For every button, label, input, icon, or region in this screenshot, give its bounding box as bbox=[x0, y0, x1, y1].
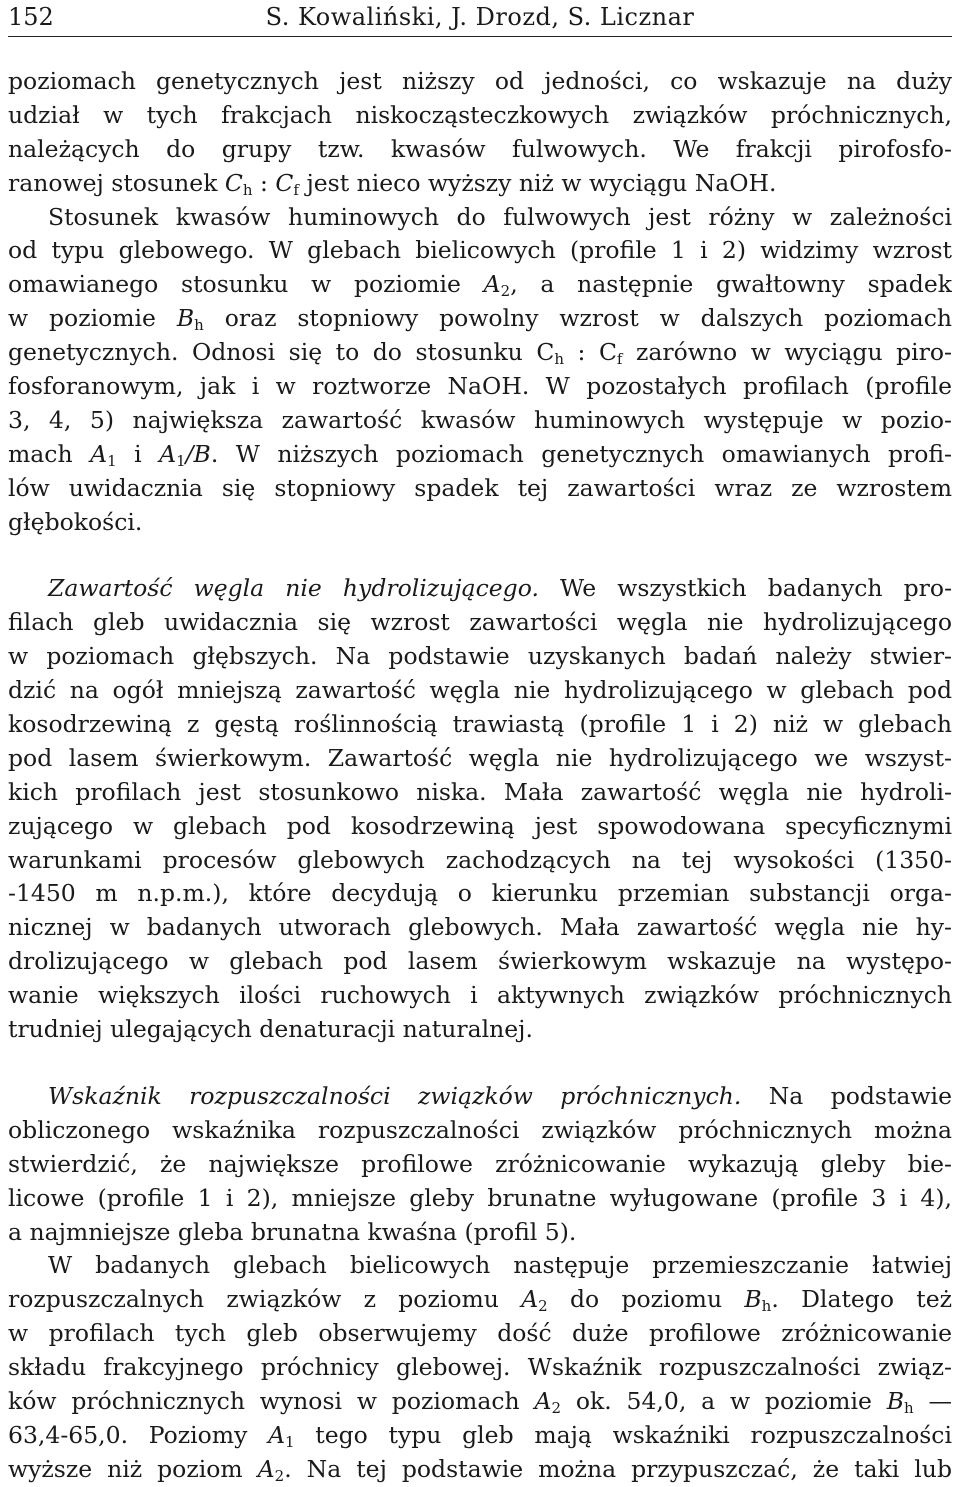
italic-text: A bbox=[483, 270, 501, 299]
text-segment: poziomach genetycznych jest niższy od jedności, co wskazuje na duży bbox=[8, 67, 952, 95]
text-segment: warunkami procesów glebowych zachodzących na tej wysokości (1350- bbox=[8, 845, 952, 874]
text-line bbox=[8, 1013, 952, 1047]
text-segment: w profilach tych gleb obserwujemy dość duże profilowe zróżnicowanie bbox=[8, 1319, 952, 1348]
text-segment: . Na tej podstawie można przypuszczać, że taki lub bbox=[284, 1454, 952, 1483]
paragraph-gap bbox=[8, 539, 952, 572]
text-line bbox=[8, 1114, 952, 1148]
italic-text: A bbox=[521, 1285, 539, 1314]
text-segment: We wszystkich badanych pro- bbox=[538, 574, 952, 603]
subscript: h bbox=[761, 1297, 772, 1316]
text-line bbox=[8, 572, 952, 606]
italic-text: / bbox=[185, 439, 194, 468]
text-segment: do poziomu bbox=[547, 1285, 745, 1314]
text-line bbox=[8, 438, 952, 472]
italic-text: A bbox=[534, 1386, 552, 1415]
text-line bbox=[8, 99, 952, 133]
text-segment: ok. 54,0, a w poziomie bbox=[561, 1386, 887, 1415]
subscript: h bbox=[903, 1398, 914, 1417]
text-line bbox=[8, 1419, 952, 1453]
text-line bbox=[8, 336, 952, 370]
subscript: f bbox=[293, 180, 299, 199]
text-line bbox=[8, 708, 952, 742]
italic-text: Zawartość węgla nie hydrolizującego. bbox=[48, 574, 539, 603]
text-line bbox=[8, 133, 952, 167]
text-segment: kosodrzewiną z gęstą roślinnością trawiastą (profile 1 i 2) niż w glebach bbox=[8, 710, 952, 739]
italic-text: A bbox=[90, 439, 108, 468]
text-segment: jest nieco wyższy niż w wyciągu NaOH. bbox=[298, 168, 777, 197]
text-segment: pod lasem świerkowym. Zawartość węgla nie hydrolizującego we wszyst- bbox=[8, 743, 952, 772]
paragraph bbox=[8, 1080, 952, 1249]
text-segment: fosforanowym, jak i w roztworze NaOH. W pozostałych profilach (profile bbox=[8, 372, 952, 401]
text-segment: wanie większych ilości ruchowych i aktywnych związków próchnicznych bbox=[8, 981, 952, 1010]
text-segment: 3, 4, 5) największa zawartość kwasów huminowych występuje w pozio- bbox=[8, 405, 952, 434]
text-line bbox=[8, 844, 952, 878]
text-segment: drolizującego w glebach pod lasem świerkowym wskazuje na występo- bbox=[8, 947, 952, 976]
text-line bbox=[8, 776, 952, 810]
text-line bbox=[8, 640, 952, 674]
subscript: h bbox=[242, 180, 253, 199]
page-number: 152 bbox=[8, 3, 54, 31]
italic-text: B bbox=[193, 439, 211, 468]
text-line bbox=[8, 877, 952, 911]
text-segment: dzić na ogół mniejszą zawartość węgla nie hydrolizującego w glebach pod bbox=[8, 676, 952, 705]
text-segment: obliczonego wskaźnika rozpuszczalności związków próchnicznych można bbox=[8, 1115, 952, 1144]
subscript: h bbox=[194, 316, 204, 335]
text-segment: 63,4-65,0. Poziomy bbox=[8, 1420, 269, 1449]
text-line bbox=[8, 370, 952, 404]
text-line bbox=[8, 945, 952, 979]
text-line bbox=[8, 1317, 952, 1351]
text-line bbox=[8, 674, 952, 708]
italic-text: A bbox=[159, 439, 177, 468]
text-segment: : bbox=[252, 168, 276, 197]
text-line bbox=[8, 1148, 952, 1182]
text-segment: lów uwidacznia się stopniowy spadek tej zawartości wraz ze wzrostem bbox=[8, 473, 952, 502]
header-rule bbox=[8, 36, 952, 37]
text-line bbox=[8, 167, 952, 201]
text-line bbox=[8, 979, 952, 1013]
text-segment: , a następnie gwałtowny spadek bbox=[510, 270, 952, 299]
text-segment: udział w tych frakcjach niskocząsteczkowych związków próchnicznych, bbox=[8, 100, 952, 129]
text-line bbox=[8, 1283, 952, 1317]
text-segment: ków próchnicznych wynosi w poziomach bbox=[8, 1386, 535, 1415]
text-line bbox=[8, 742, 952, 776]
text-segment: Na podstawie bbox=[741, 1081, 952, 1110]
text-segment: W badanych glebach bielicowych następuje przemieszczanie łatwiej bbox=[48, 1251, 952, 1280]
text-segment: : C bbox=[563, 338, 617, 367]
text-line bbox=[8, 1385, 952, 1419]
text-segment: i bbox=[116, 439, 160, 468]
subscript: 1 bbox=[176, 451, 186, 470]
text-line bbox=[8, 1182, 952, 1216]
text-line bbox=[8, 404, 952, 438]
italic-text: Wskaźnik rozpuszczalności związków próchnicznych. bbox=[48, 1081, 742, 1110]
text-line bbox=[8, 1351, 952, 1385]
text-segment: trudniej ulegających denaturacji naturalnej. bbox=[8, 1015, 533, 1044]
text-segment: omawianego stosunku w poziomie bbox=[8, 270, 484, 299]
text-segment: w poziomie bbox=[8, 304, 177, 333]
text-segment: . W niższych poziomach genetycznych omawianych profi- bbox=[210, 439, 952, 468]
subscript: 1 bbox=[107, 451, 117, 470]
italic-text: C bbox=[224, 168, 243, 197]
text-segment: ranowej stosunek bbox=[8, 168, 225, 197]
running-head-authors: S. Kowaliński, J. Drozd, S. Licznar bbox=[265, 3, 695, 31]
text-segment: -1450 m n.p.m.), które decydują o kierunku przemian substancji orga- bbox=[8, 879, 952, 908]
text-line bbox=[8, 472, 952, 506]
italic-text: C bbox=[275, 168, 294, 197]
text-segment: zującego w glebach pod kosodrzewiną jest spowodowana specyficznymi bbox=[8, 811, 952, 840]
running-header bbox=[8, 0, 952, 34]
text-line bbox=[8, 911, 952, 945]
text-segment: zarówno w wyciągu piro- bbox=[622, 338, 952, 367]
text-line bbox=[8, 1216, 952, 1250]
italic-text: B bbox=[176, 304, 195, 333]
paragraph bbox=[8, 572, 952, 1046]
text-segment: — bbox=[913, 1386, 952, 1415]
text-segment: Stosunek kwasów huminowych do fulwowych jest różny w zależności bbox=[48, 202, 952, 231]
text-segment: kich profilach jest stosunkowo niska. Mała zawartość węgla nie hydroli- bbox=[8, 777, 952, 806]
text-segment: genetycznych. Odnosi się to do stosunku C bbox=[8, 338, 555, 367]
italic-text: B bbox=[744, 1285, 762, 1314]
subscript: 2 bbox=[538, 1297, 548, 1316]
text-segment: należących do grupy tzw. kwasów fulwowych. We frakcji pirofosfo- bbox=[8, 134, 952, 163]
text-line bbox=[8, 1453, 952, 1487]
paragraph bbox=[8, 201, 952, 540]
subscript: 2 bbox=[551, 1398, 561, 1417]
text-segment: a najmniejsze gleba brunatna kwaśna (profil 5). bbox=[8, 1217, 577, 1246]
text-line bbox=[8, 606, 952, 640]
text-segment: licowe (profile 1 i 2), mniejsze gleby brunatne wyługowane (profile 3 i 4), bbox=[8, 1183, 952, 1212]
subscript: h bbox=[554, 350, 564, 369]
text-segment: wyższe niż poziom bbox=[8, 1454, 258, 1483]
text-segment: nicznej w badanych utworach glebowych. Mała zawartość węgla nie hy- bbox=[8, 913, 952, 942]
text-line bbox=[8, 506, 952, 540]
body-text bbox=[8, 65, 952, 1487]
text-segment: stwierdzić, że największe profilowe zróżnicowanie wykazują gleby bie- bbox=[8, 1149, 952, 1178]
subscript: f bbox=[616, 350, 623, 369]
text-line bbox=[8, 810, 952, 844]
paragraph bbox=[8, 1249, 952, 1486]
text-segment: oraz stopniowy powolny wzrost w dalszych poziomach bbox=[203, 304, 952, 333]
text-segment: składu frakcyjnego próchnicy glebowej. Wskaźnik rozpuszczalności związ- bbox=[8, 1353, 952, 1382]
text-segment: mach bbox=[8, 439, 91, 468]
text-segment: głębokości. bbox=[8, 507, 143, 536]
subscript: 2 bbox=[274, 1466, 285, 1485]
text-segment: . Dlatego też bbox=[771, 1285, 952, 1314]
text-segment: filach gleb uwidacznia się wzrost zawartości węgla nie hydrolizującego bbox=[8, 608, 952, 637]
text-segment: od typu glebowego. W glebach bielicowych (profile 1 i 2) widzimy wzrost bbox=[8, 236, 952, 265]
italic-text: A bbox=[257, 1454, 275, 1483]
text-line bbox=[8, 1249, 952, 1283]
paragraph bbox=[8, 65, 952, 201]
text-line bbox=[8, 1080, 952, 1114]
text-line bbox=[8, 234, 952, 268]
text-line bbox=[8, 65, 952, 99]
paragraph-gap bbox=[8, 1047, 952, 1080]
text-segment: tego typu gleb mają wskaźniki rozpuszczalności bbox=[294, 1420, 952, 1449]
italic-text: A bbox=[268, 1420, 286, 1449]
text-line bbox=[8, 268, 952, 302]
text-line bbox=[8, 302, 952, 336]
text-line bbox=[8, 201, 952, 235]
italic-text: B bbox=[886, 1386, 904, 1415]
subscript: 1 bbox=[285, 1432, 295, 1451]
text-segment: rozpuszczalnych związków z poziomu bbox=[8, 1285, 522, 1314]
text-segment: w poziomach głębszych. Na podstawie uzyskanych badań należy stwier- bbox=[8, 642, 952, 671]
subscript: 2 bbox=[500, 282, 511, 301]
